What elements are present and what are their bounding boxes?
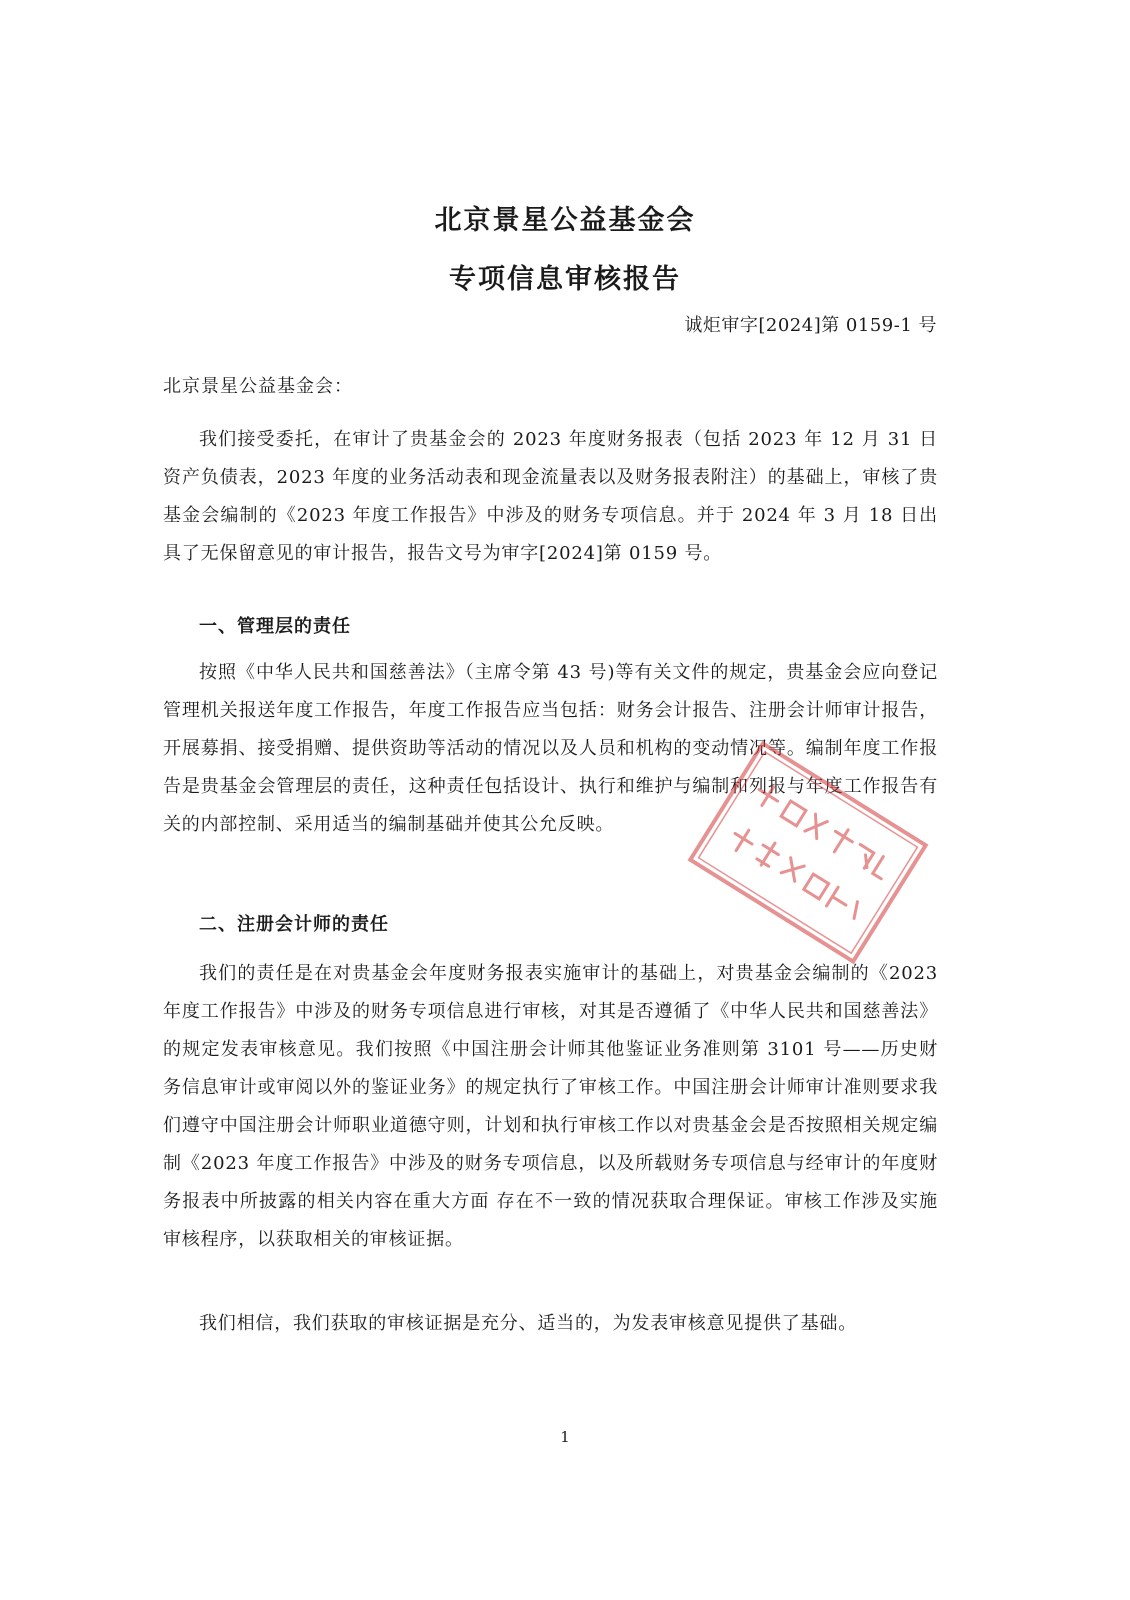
section-body-management: 按照《中华人民共和国慈善法》（主席令第 43 号)等有关文件的规定，贵基金会应向登记管理机关报送年度工作报告，年度工作报告应当包括：财务会计报告、注册会计师审计报告，开展募捐、接受捐赠、提供资助等活动的情况以及人员和机构的变动情况等。编制年度工作报告是贵基金会管理层的责任，这种责任包括设计、执行和维护与编制和列报与年度工作报告有关的内部控制、采用适当的编制基础并使其公允反映。	[163, 662, 938, 835]
section-body-auditor: 我们的责任是在对贵基金会年度财务报表实施审计的基础上，对贵基金会编制的《2023 年度工作报告》中涉及的财务专项信息进行审核，对其是否遵循了《中华人民共和国慈善法》的规定发表审核意见。我们按照《中国注册会计师其他鉴证业务准则第 3101 号——历史财务信息审计或审阅以外的鉴证业务》的规定执行了审核工作。中国注册会计师审计准则要求我们遵守中国注册会计师职业道德守则，计划和执行审核工作以对贵基金会是否按照相关规定编制《2023 年度工作报告》中涉及的财务专项信息，以及所载财务专项信息与经审计的年度财务报表中所披露的相关内容在重大方面 存在不一致的情况获取合理保证。审核工作涉及实施审核程序，以获取相关的审核证据。	[163, 963, 938, 1250]
page-number: 1	[560, 1428, 570, 1446]
reference-number: 诚炬审字[2024]第 0159-1 号	[684, 315, 937, 336]
intro-paragraph: 我们接受委托，在审计了贵基金会的 2023 年度财务报表（包括 2023 年 12 月 31 日资产负债表，2023 年度的业务活动表和现金流量表以及财务报表附注）的基础上，审核了贵基金会编制的《2023 年度工作报告》中涉及的财务专项信息。并于 2024 年 3 月 18 日出具了无保留意见的审计报告，报告文号为审字[2024]第 0159 号。	[163, 429, 938, 564]
section-closing-auditor: 我们相信，我们获取的审核证据是充分、适当的，为发表审核意见提供了基础。	[199, 1313, 857, 1334]
section-heading-management: 一、管理层的责任	[199, 616, 351, 637]
document-subtitle: 专项信息审核报告	[449, 264, 681, 295]
salutation: 北京景星公益基金会：	[163, 376, 353, 397]
section-heading-auditor: 二、注册会计师的责任	[199, 914, 389, 935]
document-title: 北京景星公益基金会	[434, 205, 696, 236]
